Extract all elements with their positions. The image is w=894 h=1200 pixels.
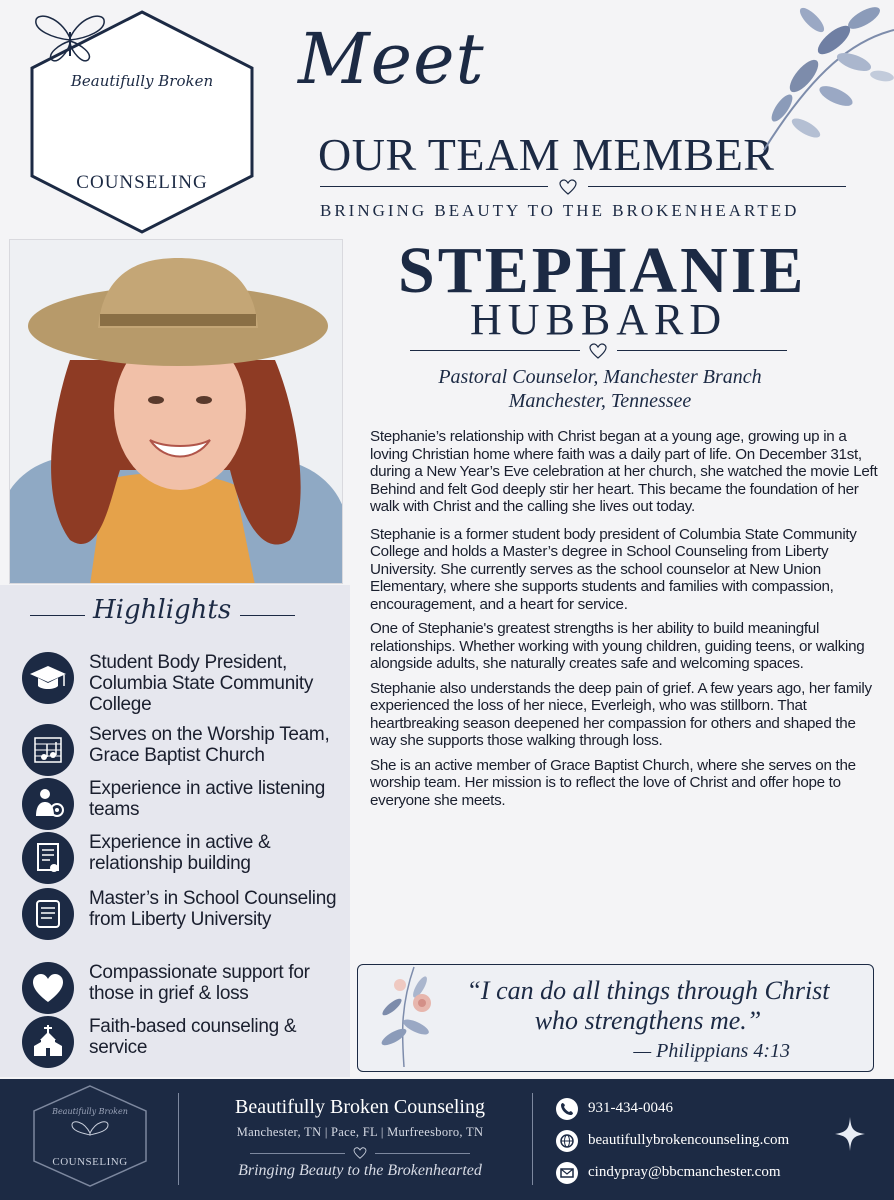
footer-logo-text: COUNSELING xyxy=(52,1156,128,1168)
bio-paragraph: Stephanie’s relationship with Christ began at a young age, growing up in a loving Christian home where faith was a daily part of life. On December 31st, during a New Year’s Eve celebration at her church, she watched the movie Left Behind and felt God deeply stir her heart. This became the foundation of her walk with Christ and the calling she lives out today. xyxy=(370,428,878,515)
highlight-text: Faith-based counseling & service xyxy=(89,1016,297,1058)
footer-divider-left xyxy=(250,1153,345,1154)
church-icon xyxy=(22,1016,74,1068)
phone-number[interactable]: 931-434-0046 xyxy=(588,1100,673,1116)
header-tagline: BRINGING BEAUTY TO THE BROKENHEARTED xyxy=(320,201,800,220)
phone-icon xyxy=(556,1098,578,1120)
meet-heading: Meet xyxy=(298,18,485,100)
globe-icon xyxy=(556,1130,578,1152)
website-link[interactable]: beautifullybrokencounseling.com xyxy=(588,1132,790,1148)
music-notes-icon xyxy=(22,724,74,776)
logo-wordmark: COUNSELING xyxy=(76,172,208,193)
brand-logo xyxy=(30,10,254,235)
quote-line-2: who strengthens me.” xyxy=(534,1006,762,1035)
highlight-text: Experience in active & relationship building xyxy=(89,832,271,874)
footer-separator xyxy=(178,1093,179,1185)
email-icon xyxy=(556,1162,578,1184)
leaf-branch-icon xyxy=(694,0,894,180)
butterfly-icon xyxy=(30,10,110,66)
email-link[interactable]: cindypray@bbcmanchester.com xyxy=(588,1164,781,1180)
highlight-text: Compassionate support for those in grief & loss xyxy=(89,962,310,1004)
footer-logo-hexagon-icon xyxy=(30,1083,150,1189)
heart-divider-icon xyxy=(559,179,577,195)
highlight-text: Student Body President, Columbia State Community College xyxy=(89,652,314,715)
sparkle-icon xyxy=(835,1117,865,1151)
quote-reference: — Philippians 4:13 xyxy=(633,1040,790,1062)
highlights-divider-right xyxy=(240,615,295,616)
highlight-text: Serves on the Worship Team, Grace Baptist Church xyxy=(89,724,330,766)
footer-locations: Manchester, TN | Pace, FL | Murfreesboro, TN xyxy=(236,1125,484,1139)
heart-icon xyxy=(22,962,74,1014)
highlights-title: Highlights xyxy=(93,595,232,625)
bio-paragraph: Stephanie also understands the deep pain of grief. A few years ago, her family experienced the loss of her niece, Everleigh, who was stillborn. That heartbreaking season deepened her compassion for others and shaped the way she supports those walking through loss. xyxy=(370,679,872,749)
header-divider-left xyxy=(320,186,548,187)
certificate-icon xyxy=(22,832,74,884)
listening-person-icon xyxy=(22,778,74,830)
quote-line-1: “I can do all things through Christ xyxy=(466,976,830,1005)
heart-divider-icon xyxy=(353,1147,367,1159)
header-divider-right xyxy=(588,186,846,187)
member-role: Pastoral Counselor, Manchester Branch xyxy=(438,366,762,388)
footer-logo-script: Beautifully Broken xyxy=(52,1107,128,1116)
footer-divider-right xyxy=(375,1153,470,1154)
graduation-cap-icon xyxy=(22,652,74,704)
member-photo xyxy=(9,239,343,584)
footer-business-name: Beautifully Broken Counseling xyxy=(235,1096,485,1118)
highlight-text: Master’s in School Counseling from Liberty University xyxy=(89,888,337,930)
portrait-illustration xyxy=(10,240,343,584)
heart-divider-icon xyxy=(589,343,607,359)
bio-paragraph: One of Stephanie's greatest strengths is her ability to build meaningful relationships. Whether working with young children, guiding teens, or walking alongside adults, she naturally creates safe and welcoming spaces. xyxy=(370,620,865,672)
page-title: OUR TEAM MEMBER xyxy=(318,129,775,180)
floral-sprig-icon xyxy=(364,957,444,1071)
footer-separator xyxy=(532,1093,533,1185)
name-divider-right xyxy=(617,350,787,351)
highlight-text: Experience in active listening teams xyxy=(89,778,326,820)
member-location: Manchester, Tennessee xyxy=(508,390,692,412)
diploma-scroll-icon xyxy=(22,888,74,940)
footer-tagline: Bringing Beauty to the Brokenhearted xyxy=(238,1162,482,1179)
logo-script-text: Beautifully Broken xyxy=(70,72,214,90)
member-first-name: STEPHANIE xyxy=(398,234,807,307)
member-last-name: HUBBARD xyxy=(470,295,728,344)
highlights-divider-left xyxy=(30,615,85,616)
bio-paragraph: She is an active member of Grace Baptist Church, where she serves on the worship team. Her mission is to reflect the love of Christ and offer hope to everyone she meets. xyxy=(370,756,856,809)
name-divider-left xyxy=(410,350,580,351)
bio-paragraph: Stephanie is a former student body president of Columbia State Community College and holds a Master’s degree in School Counseling from Liberty University. She currently serves as the school counselor at New Union Elementary, where she supports students and families with compassion, encouragement, and a heart for service. xyxy=(370,525,857,613)
bio-section xyxy=(370,428,880,816)
